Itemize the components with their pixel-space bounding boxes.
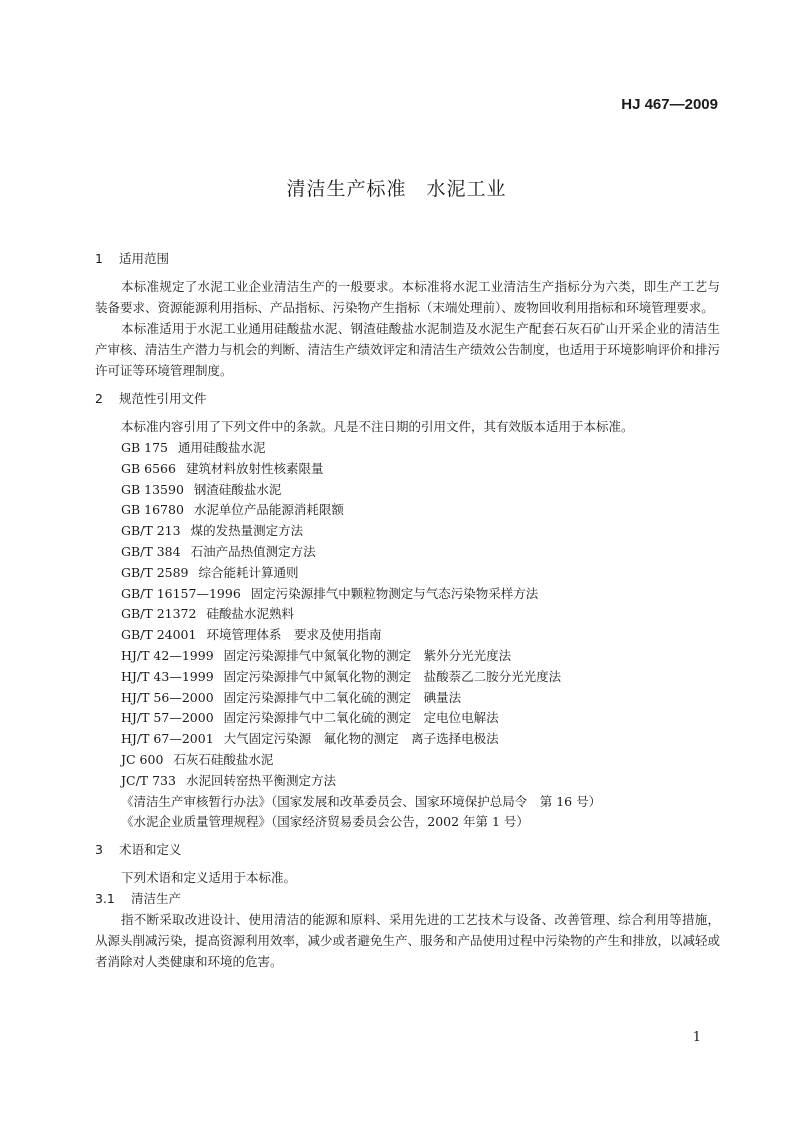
reference-code: HJ/T 42—1999 (121, 647, 214, 663)
reference-item (95, 458, 720, 479)
section-title: 适用范围 (119, 251, 170, 266)
reference-item (95, 687, 720, 708)
reference-item: 《清洁生产审核暂行办法》（国家发展和改革委员会、国家环境保护总局令 第 16 号） (121, 793, 602, 809)
section-number: 1 (95, 251, 103, 266)
reference-item (95, 666, 720, 687)
reference-code: GB/T 16157—1996 (121, 585, 241, 601)
reference-title: 钢渣硅酸盐水泥 (193, 481, 282, 497)
reference-item (95, 770, 720, 791)
reference-item (95, 499, 720, 520)
reference-title: 水泥单位产品能源消耗限额 (193, 502, 344, 518)
reference-title: 石油产品热值测定方法 (190, 543, 316, 559)
reference-item (95, 645, 720, 666)
reference-item (95, 728, 720, 749)
section-heading-2 (95, 388, 720, 409)
paragraph: 本标准适用于水泥工业通用硅酸盐水泥、钢渣硅酸盐水泥制造及水泥生产配套石灰石矿山开采企业的清洁生产审核、清洁生产潜力与机会的判断、清洁生产绩效评定和清洁生产绩效公告制度，也适用于环境影响评价和排污许可证等环境管理制度。 (95, 321, 721, 378)
reference-item (95, 583, 720, 604)
section-number: 3 (95, 842, 103, 858)
reference-title: 综合能耗计算通则 (198, 564, 299, 580)
paragraph: 本标准内容引用了下列文件中的条款。凡是不注日期的引用文件，其有效版本适用于本标准。 (121, 419, 634, 434)
reference-item (95, 479, 720, 500)
reference-code: GB/T 21372 (121, 606, 197, 622)
reference-code: GB/T 384 (121, 543, 181, 559)
standard-code: HJ 467—2009 (621, 96, 718, 113)
reference-code: GB/T 24001 (121, 627, 197, 643)
paragraph: 下列术语和定义适用于本标准。 (121, 870, 297, 886)
reference-title: 大气固定污染源 氟化物的测定 离子选择电极法 (223, 731, 499, 747)
reference-item (95, 603, 720, 624)
reference-code: GB 13590 (121, 481, 184, 497)
reference-title: 固定污染源排气中二氧化硫的测定 碘量法 (223, 689, 462, 705)
reference-code: HJ/T 67—2001 (121, 731, 214, 747)
reference-item (95, 437, 720, 458)
reference-item (95, 749, 720, 770)
subsection-heading-3-1 (95, 888, 720, 909)
reference-title: 通用硅酸盐水泥 (178, 440, 266, 455)
page-number: 1 (692, 1030, 701, 1045)
reference-title: 固定污染源排气中二氧化硫的测定 定电位电解法 (223, 710, 499, 726)
reference-title: 水泥回转窑热平衡测定方法 (185, 772, 336, 788)
section-number: 2 (95, 391, 103, 406)
reference-code: GB/T 2589 (121, 564, 189, 580)
reference-code: HJ/T 56—2000 (121, 689, 214, 705)
reference-code: JC 600 (121, 751, 164, 767)
reference-code: GB 6566 (121, 460, 176, 476)
section-heading-1 (95, 248, 720, 269)
reference-item: 《水泥企业质量管理规程》（国家经济贸易委员会公告，2002 年第 1 号） (121, 814, 529, 830)
section-heading-3 (95, 839, 720, 860)
reference-title: 固定污染源排气中颗粒物测定与气态污染物采样方法 (250, 585, 539, 601)
subsection-title: 清洁生产 (131, 891, 182, 907)
reference-code: JC/T 733 (121, 772, 176, 788)
reference-code: HJ/T 43—1999 (121, 668, 214, 684)
reference-title: 固定污染源排气中氮氧化物的测定 盐酸萘乙二胺分光光度法 (223, 668, 562, 684)
reference-title: 固定污染源排气中氮氧化物的测定 紫外分光光度法 (223, 647, 512, 663)
reference-title: 建筑材料放射性核素限量 (185, 460, 324, 476)
subsection-number: 3.1 (95, 891, 115, 907)
reference-code: GB/T 213 (121, 523, 181, 539)
paragraph: 指不断采取改进设计、使用清洁的能源和原料、采用先进的工艺技术与设备、改善管理、综合利用等措施，从源头削减污染，提高资源利用效率，减少或者避免生产、服务和产品使用过程中污染物的产生和排放，以减轻或者消除对人类健康和环境的危害。 (95, 912, 721, 970)
reference-title: 石灰石硅酸盐水泥 (173, 751, 274, 767)
reference-code: HJ/T 57—2000 (121, 710, 214, 726)
document-title: 清洁生产标准 水泥工业 (286, 178, 507, 200)
reference-title: 硅酸盐水泥熟料 (206, 606, 294, 622)
reference-item (95, 520, 720, 541)
reference-item (95, 707, 720, 728)
reference-list (95, 437, 720, 832)
document-body (95, 248, 720, 972)
reference-code: GB 175 (121, 440, 169, 455)
reference-item (95, 624, 720, 645)
reference-title: 煤的发热量测定方法 (190, 523, 304, 539)
section-title: 术语和定义 (119, 842, 182, 858)
paragraph: 本标准规定了水泥工业企业清洁生产的一般要求。本标准将水泥工业清洁生产指标分为六类，即生产工艺与装备要求、资源能源利用指标、产品指标、污染物产生指标（末端处理前）、废物回收利用指标和环境管理要求。 (95, 279, 720, 315)
reference-item (95, 541, 720, 562)
section-title: 规范性引用文件 (119, 391, 207, 406)
reference-item (95, 562, 720, 583)
reference-code: GB 16780 (121, 502, 184, 518)
reference-title: 环境管理体系 要求及使用指南 (206, 627, 382, 643)
